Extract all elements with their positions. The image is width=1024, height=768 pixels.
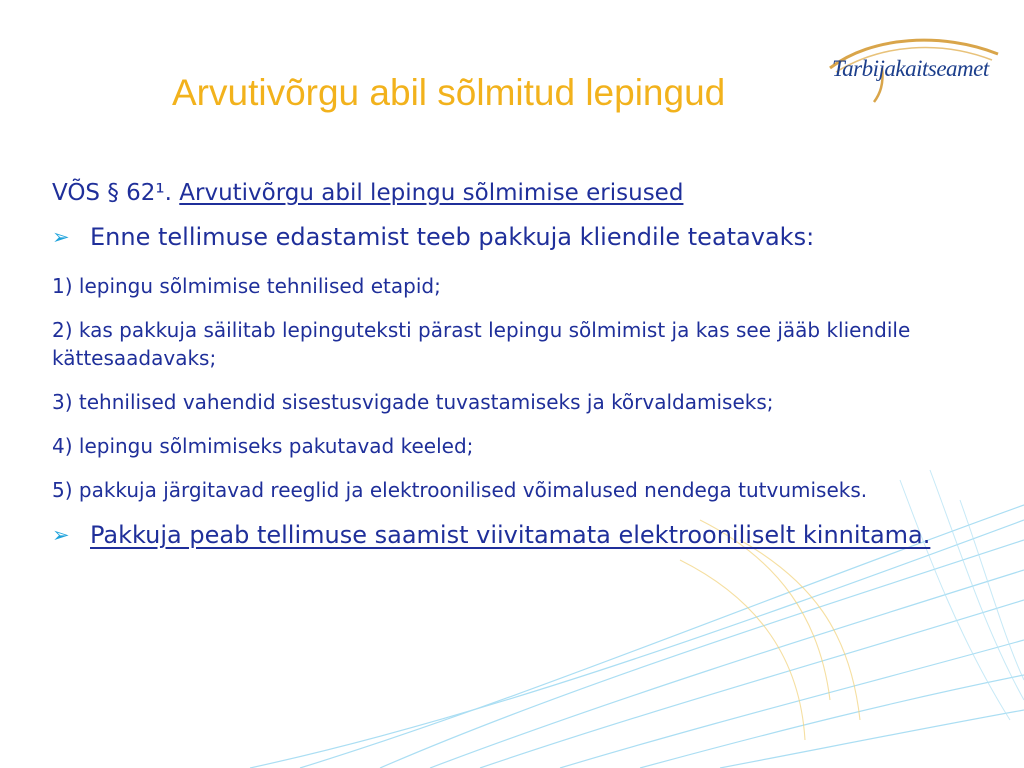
bullet-link-text[interactable]: Pakkuja peab tellimuse saamist viivitamata elektrooniliselt kinnitama.: [90, 521, 931, 549]
list-item: 2) kas pakkuja säilitab lepinguteksti pärast lepingu sõlmimist ja kas see jääb kliendile kättesaadavaks;: [52, 318, 911, 370]
tarbijakaitseamet-logo: [822, 28, 1012, 108]
law-reference-link[interactable]: Arvutivõrgu abil lepingu sõlmimise erisused: [179, 180, 684, 206]
bullet-item: [52, 222, 972, 252]
list-item: 3) tehnilised vahendid sisestusvigade tuvastamiseks ja kõrvaldamiseks;: [52, 390, 774, 414]
list-item: 4) lepingu sõlmimiseks pakutavad keeled;: [52, 434, 474, 458]
logo-text: Tarbijakaitseamet: [832, 56, 989, 81]
law-reference: [52, 180, 972, 206]
bullet-text: Enne tellimuse edastamist teeb pakkuja kliendile teatavaks:: [90, 223, 815, 251]
bullet-item-link[interactable]: [52, 520, 972, 550]
slide-content: [52, 180, 972, 550]
list-item: 1) lepingu sõlmimise tehnilised etapid;: [52, 274, 441, 298]
arrow-bullet-icon: ➢: [52, 523, 70, 547]
law-reference-prefix: VÕS § 62¹.: [52, 180, 172, 206]
list-item: 5) pakkuja järgitavad reeglid ja elektroonilised võimalused nendega tutvumiseks.: [52, 478, 868, 502]
slide-title: Arvutivõrgu abil sõlmitud lepingud: [172, 72, 726, 113]
arrow-bullet-icon: ➢: [52, 225, 70, 249]
